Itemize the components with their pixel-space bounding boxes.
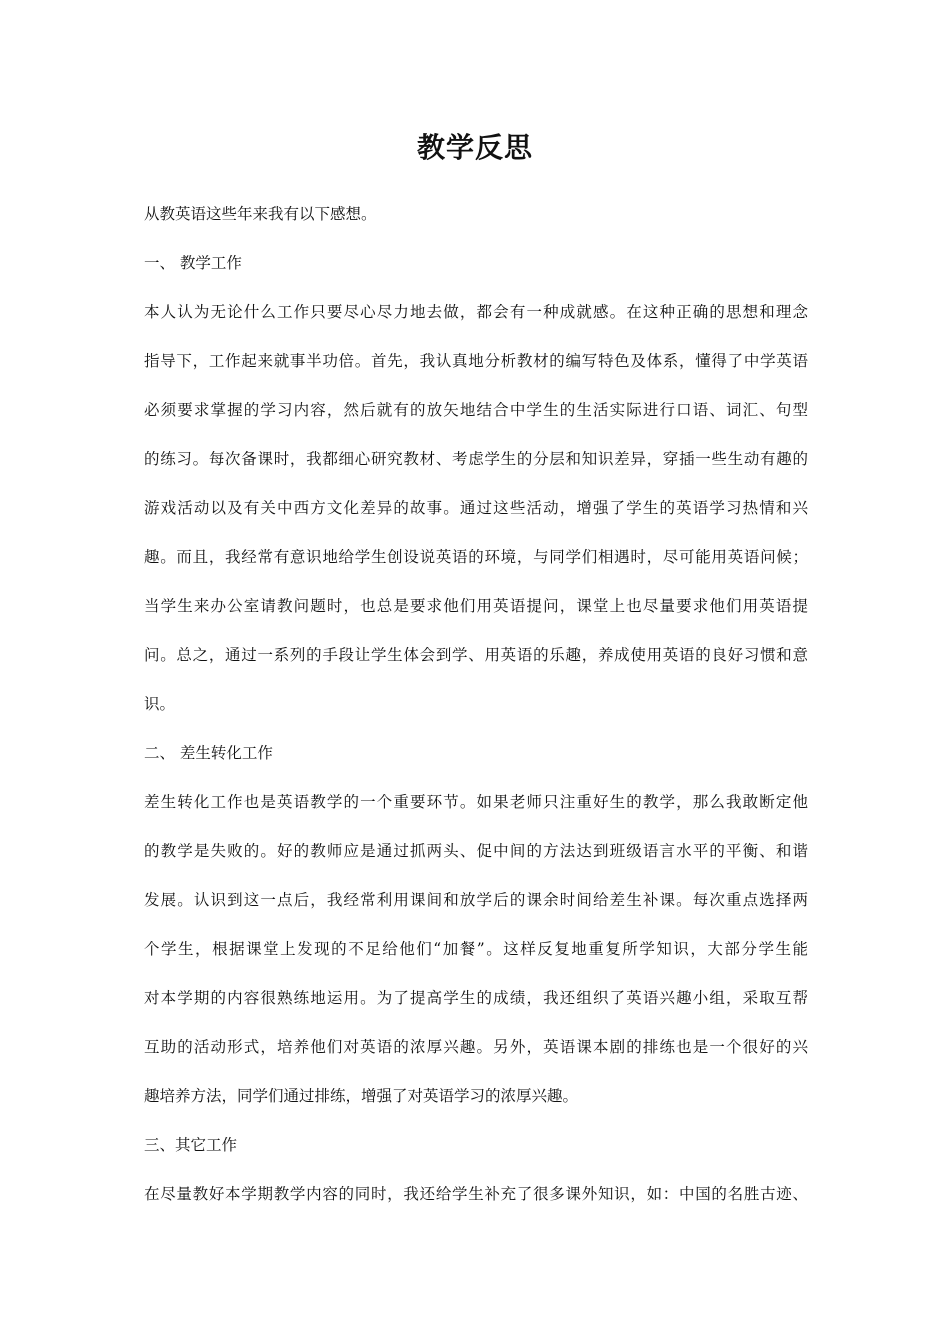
paragraph-line: 当学生来办公室请教问题时，也总是要求他们用英语提问，课堂上也尽量要求他们用英语提: [144, 597, 808, 615]
paragraph-line: 游戏活动以及有关中西方文化差异的故事。通过这些活动，增强了学生的英语学习热情和兴: [144, 499, 808, 517]
paragraph-line: 的练习。每次备课时，我都细心研究教材、考虑学生的分层和知识差异，穿插一些生动有趣的: [144, 450, 808, 468]
section-heading-weak-student-work: 二、 差生转化工作: [144, 744, 273, 762]
paragraph-line: 差生转化工作也是英语教学的一个重要环节。如果老师只注重好生的教学，那么我敢断定他: [144, 793, 808, 811]
paragraph-line: 的教学是失败的。好的教师应是通过抓两头、促中间的方法达到班级语言水平的平衡、和谐: [144, 842, 808, 860]
paragraph-line: 问。总之，通过一系列的手段让学生体会到学、用英语的乐趣，养成使用英语的良好习惯和意: [144, 646, 808, 664]
document-body: [144, 201, 808, 1230]
section-heading-other-work: 三、其它工作: [144, 1136, 238, 1154]
paragraph-line: 指导下，工作起来就事半功倍。首先，我认真地分析教材的编写特色及体系，懂得了中学英语: [144, 352, 808, 370]
paragraph-line: 本人认为无论什么工作只要尽心尽力地去做，都会有一种成就感。在这种正确的思想和理念: [144, 303, 808, 321]
paragraph-line: 必须要求掌握的学习内容，然后就有的放矢地结合中学生的生活实际进行口语、词汇、句型: [144, 401, 808, 419]
paragraph-line: 个学生，根据课堂上发现的不足给他们“加餐”。这样反复地重复所学知识，大部分学生能: [144, 940, 808, 958]
intro-paragraph: 从教英语这些年来我有以下感想。: [144, 205, 377, 223]
paragraph-line: 在尽量教好本学期教学内容的同时，我还给学生补充了很多课外知识，如：中国的名胜古迹、: [144, 1185, 808, 1203]
paragraph-line: 发展。认识到这一点后，我经常利用课间和放学后的课余时间给差生补课。每次重点选择两: [144, 891, 808, 909]
section-heading-teaching-work: 一、 教学工作: [144, 254, 242, 272]
paragraph-line: 对本学期的内容很熟练地运用。为了提高学生的成绩，我还组织了英语兴趣小组，采取互帮: [144, 989, 808, 1007]
paragraph-line: 识。: [144, 695, 176, 713]
paragraph-line: 互助的活动形式，培养他们对英语的浓厚兴趣。另外，英语课本剧的排练也是一个很好的兴: [144, 1038, 808, 1056]
paragraph-line: 趣培养方法，同学们通过排练，增强了对英语学习的浓厚兴趣。: [144, 1087, 579, 1105]
document-title: 教学反思: [416, 131, 533, 164]
paragraph-line: 趣。而且，我经常有意识地给学生创设说英语的环境，与同学们相遇时，尽可能用英语问候；: [144, 548, 808, 566]
